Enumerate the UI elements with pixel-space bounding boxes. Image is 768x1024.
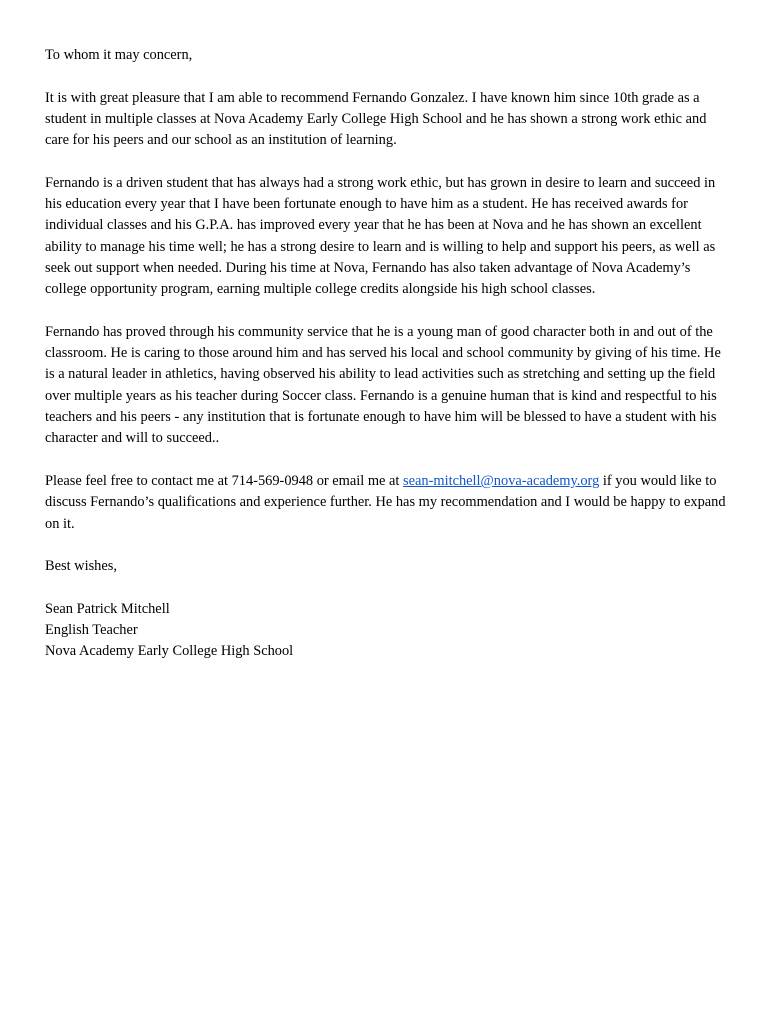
paragraph-contact bbox=[45, 471, 727, 535]
closing: Best wishes, bbox=[45, 558, 117, 575]
letter-body bbox=[45, 45, 727, 663]
signature-title: English Teacher bbox=[45, 622, 138, 639]
paragraph-introduction: It is with great pleasure that I am able to recommend Fernando Gonzalez. I have known him since 10th grade as a student in multiple classes at Nova Academy Early College High School and he has shown a strong work ethic and care for his peers and our school as an institution of learning. bbox=[45, 89, 707, 149]
signature-name: Sean Patrick Mitchell bbox=[45, 600, 170, 617]
paragraph-academics: Fernando is a driven student that has always had a strong work ethic, but has grown in desire to learn and succeed in his education every year that I have been fortunate enough to have him as a student. He has received awards for individual classes and his G.P.A. has improved every year that he has been at Nova and he has shown an excellent ability to manage his time well; he has a strong desire to learn and is willing to help and support his peers, as well as seek out support when needed. During his time at Nova, Fernando has also taken advantage of Nova Academy’s college opportunity program, earning multiple college credits alongside his high school classes. bbox=[45, 174, 716, 298]
salutation: To whom it may concern, bbox=[45, 47, 193, 63]
contact-text-after: if you would like to discuss Fernando’s qualifications and experience further. He has my recommendation and I would be happy to expand on it. bbox=[45, 472, 726, 532]
signature-school: Nova Academy Early College High School bbox=[45, 643, 294, 660]
contact-text-before: Please feel free to contact me at 714-569-0948 or email me at bbox=[45, 472, 404, 489]
paragraph-character: Fernando has proved through his community service that he is a young man of good character both in and out of the classroom. He is caring to those around him and has served his local and school community by giving of his time. He is a natural leader in athletics, having observed his ability to lead activities such as stretching and setting up the field over multiple years as his teacher during Soccer class. Fernando is a genuine human that is kind and respectful to his teachers and his peers - any institution that is fortunate enough to have him will be blessed to have a student with his character and will to succeed.. bbox=[45, 323, 721, 447]
email-link[interactable]: sean-mitchell@nova-academy.org bbox=[403, 472, 600, 489]
signature-block bbox=[45, 599, 727, 663]
